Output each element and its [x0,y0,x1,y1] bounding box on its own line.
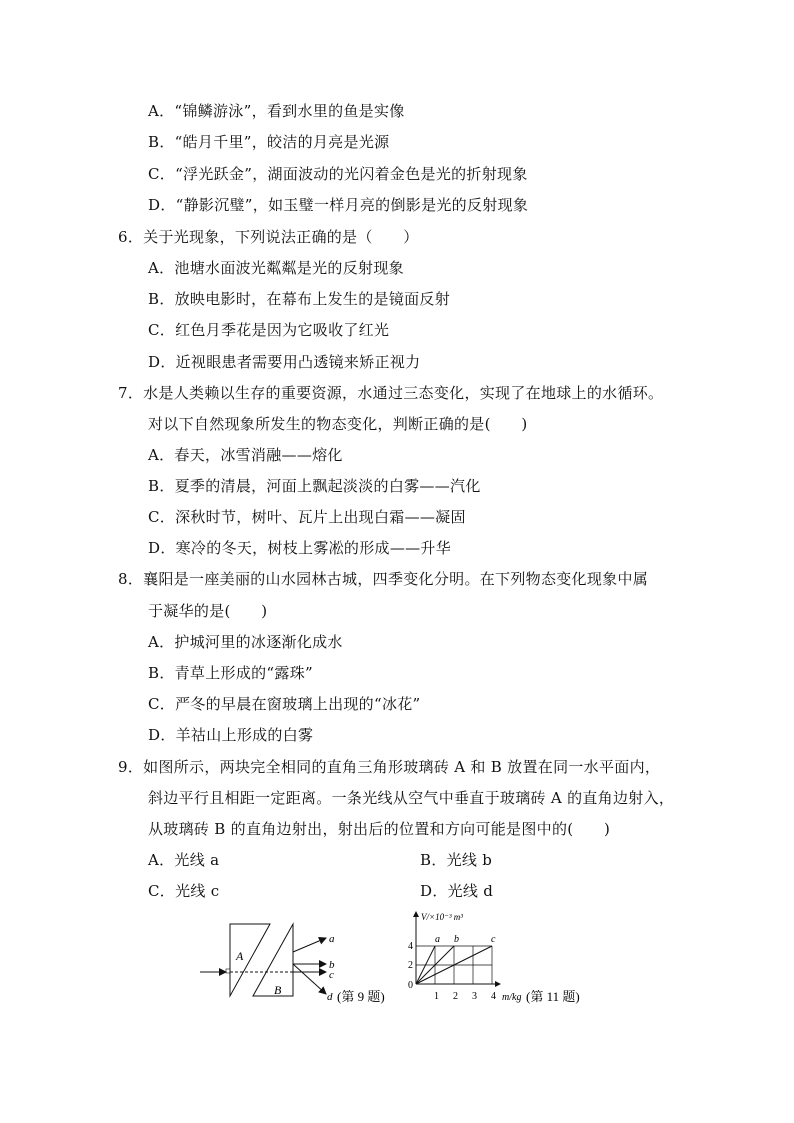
q8-option-a: A．护城河里的冰逐渐化成水 [148,633,343,651]
prev-option-c: C．“浮光跃金”，湖面波动的光闪着金色是光的折射现象 [148,165,528,183]
prev-option-b: B．“皓月千里”，皎洁的月亮是光源 [148,133,390,151]
x-tick-2: 2 [453,991,458,1002]
q9-option-c: C．光线 c [148,882,220,900]
ray-d-label: d [327,991,333,1003]
x-tick-3: 3 [472,991,477,1002]
x-axis-label: m/kg [502,992,522,1003]
q7-option-a: A．春天，冰雪消融——熔化 [148,446,343,464]
q6-option-b: B．放映电影时，在幕布上发生的是镜面反射 [148,290,451,308]
q8-stem-line2: 于凝华的是( ) [148,602,268,620]
q9-stem-line1: 9．如图所示，两块完全相同的直角三角形玻璃砖 A 和 B 放置在同一水平面内， [118,758,661,776]
x-tick-4: 4 [491,991,496,1002]
x-tick-1: 1 [434,991,439,1002]
q7-stem-line1: 7．水是人类赖以生存的重要资源，水通过三态变化，实现了在地球上的水循环。 [118,384,664,402]
fig9-caption: (第 9 题) [337,989,385,1004]
fig11-caption: (第 11 题) [526,989,580,1004]
q8-option-b: B．青草上形成的“露珠” [148,664,313,682]
prism-a-label: A [236,949,244,963]
ray-a [293,938,326,952]
y-tick-4: 4 [408,941,413,952]
figure-q11-graph [396,908,606,1008]
q8-stem-line1: 8．襄阳是一座美丽的山水园林古城，四季变化分明。在下列物态变化现象中属 [118,570,649,588]
line-a-label: a [435,934,440,945]
ray-b-label: b [329,959,335,971]
q8-option-d: D．羊祜山上形成的白雾 [148,726,314,744]
line-c-label: c [491,934,496,945]
q6-option-c: C．红色月季花是因为它吸收了红光 [148,321,390,339]
q6-option-a: A．池塘水面波光粼粼是光的反射现象 [148,259,404,277]
ray-a-label: a [329,933,335,945]
prev-option-d: D．“静影沉璧”，如玉璧一样月亮的倒影是光的反射现象 [148,196,529,214]
q7-option-b: B．夏季的清晨，河面上飘起淡淡的白雾——汽化 [148,477,481,495]
q9-option-a: A．光线 a [148,851,220,869]
q6-option-d: D．近视眼患者需要用凸透镜来矫正视力 [148,353,421,371]
ray-d [293,964,326,994]
prism-b-label: B [274,983,282,997]
q7-option-c: C．深秋时节，树叶、瓦片上出现白霜——凝固 [148,508,466,526]
prev-option-a: A．“锦鳞游泳”，看到水里的鱼是实像 [148,102,405,120]
q6-stem: 6．关于光现象，下列说法正确的是（ ） [118,228,419,246]
origin-label: 0 [408,980,413,991]
q7-option-d: D．寒冷的冬天，树枝上雾凇的形成——升华 [148,539,452,557]
figure-q9-prisms [196,922,406,1010]
q9-option-d: D．光线 d [420,882,494,900]
ray-c-label: c [329,969,334,981]
q7-stem-line2: 对以下自然现象所发生的物态变化，判断正确的是( ) [148,415,528,433]
prism-b [253,924,293,996]
y-tick-2: 2 [408,960,413,971]
q9-stem-line2: 斜边平行且相距一定距离。一条光线从空气中垂直于玻璃砖 A 的直角边射入， [148,789,675,807]
line-b-label: b [454,934,459,945]
q8-option-c: C．严冬的早晨在窗玻璃上出现的“冰花” [148,695,421,713]
y-axis-label: V/×10⁻³ m³ [421,912,463,922]
q9-stem-line3: 从玻璃砖 B 的直角边射出，射出后的位置和方向可能是图中的( ) [148,820,611,838]
q9-option-b: B．光线 b [420,851,493,869]
